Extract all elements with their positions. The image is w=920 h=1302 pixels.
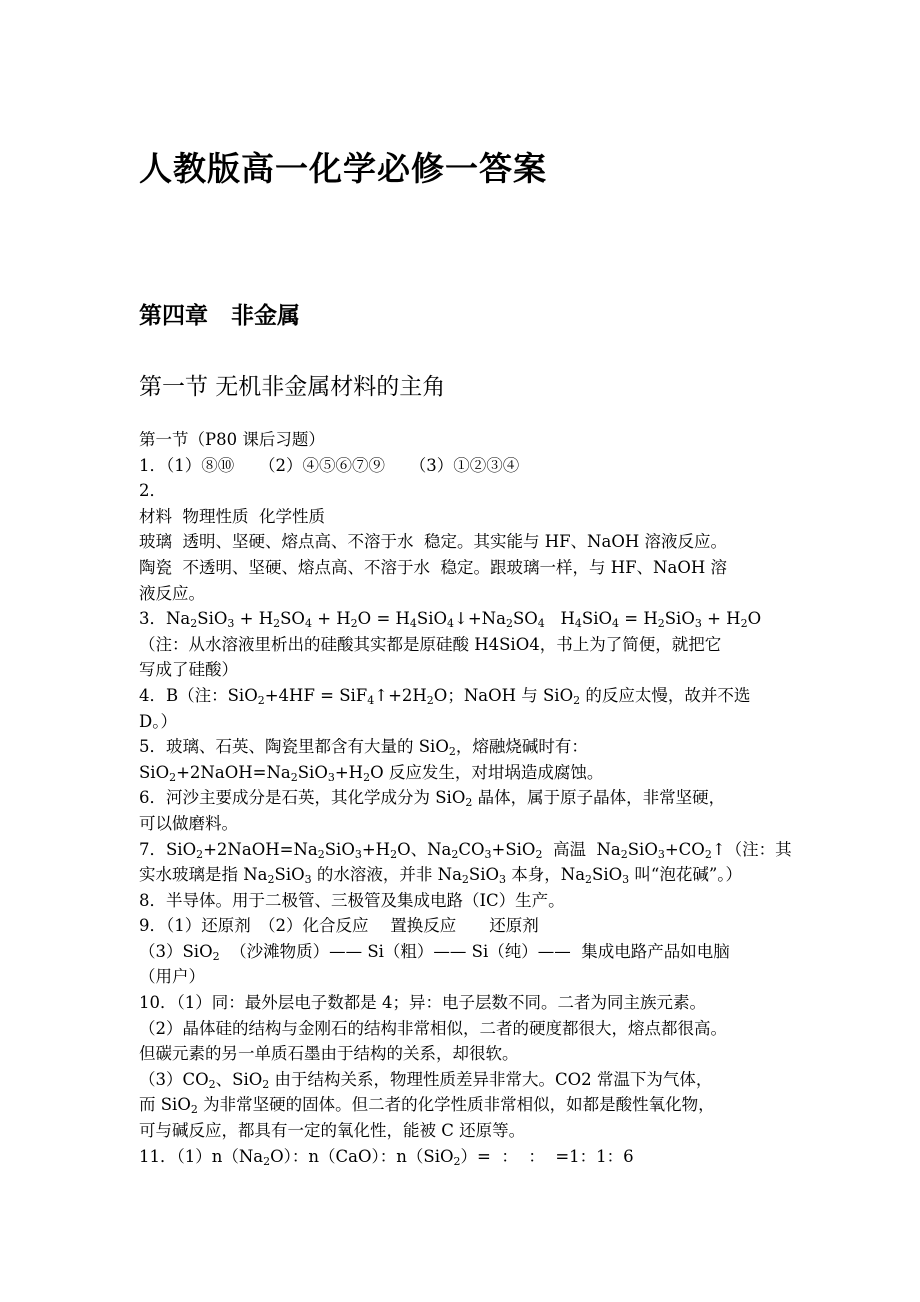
answer-line <box>139 453 799 479</box>
text-run: 实水玻璃是指 Na <box>139 865 268 885</box>
subscript: 2 <box>350 617 358 631</box>
text-run: 2． <box>139 481 166 501</box>
text-run: （2）晶体硅的结构与金刚石的结构非常相似，二者的硬度都很大，熔点都很高。 <box>139 1018 727 1038</box>
answer-line <box>139 632 799 658</box>
text-run: ↑（注：其 <box>711 839 792 859</box>
text-run: 材料 物理性质 化学性质 <box>139 506 325 526</box>
text-run: （3）CO <box>139 1069 209 1089</box>
text-run: O、Na <box>397 839 452 859</box>
answer-line <box>139 1067 799 1093</box>
text-run: +2NaOH=Na <box>176 762 291 782</box>
text-run: O；NaOH 与 SiO <box>433 685 574 705</box>
answer-line <box>139 888 799 914</box>
answer-line <box>139 529 799 555</box>
text-run: SO <box>512 609 538 629</box>
answer-line <box>139 1016 799 1042</box>
text-run: 6．河沙主要成分是石英，其化学成分为 SiO <box>139 788 466 808</box>
text-run: 叫“泡花碱”。） <box>629 865 743 885</box>
text-run: = H <box>619 609 658 629</box>
text-run: 液反应。 <box>139 583 205 603</box>
answer-line <box>139 478 799 504</box>
subscript: 2 <box>535 847 543 861</box>
answer-line <box>139 990 799 1016</box>
text-run: O）：n（CaO）：n（SiO <box>270 1146 454 1166</box>
text-run: （用户） <box>139 967 205 987</box>
text-run: + H <box>701 609 741 629</box>
text-run: +H <box>361 839 391 859</box>
text-run: 的反应太慢，故并不选 <box>580 685 751 705</box>
subscript: 4 <box>409 617 417 631</box>
text-run: 11．（1）n（Na <box>139 1146 264 1166</box>
subscript: 4 <box>447 617 455 631</box>
subscript: 2 <box>262 1077 270 1091</box>
answer-line <box>139 964 799 990</box>
subscript: 2 <box>573 693 581 707</box>
answer-line <box>139 837 799 863</box>
text-run: ↑+2H <box>374 685 427 705</box>
subscript: 2 <box>257 693 265 707</box>
text-run: +CO <box>664 839 705 859</box>
subscript: 4 <box>304 617 312 631</box>
subscript: 2 <box>196 847 204 861</box>
text-run: 7．SiO <box>139 839 197 859</box>
subscript: 4 <box>367 693 375 707</box>
text-run: 1．（1）⑧⑩ （2）④⑤⑥⑦⑨ （3）①②③④ <box>139 455 520 475</box>
text-run: 4．B（注：SiO <box>139 685 258 705</box>
answer-line <box>139 1118 799 1144</box>
document-title: 人教版高一化学必修一答案 <box>139 149 547 188</box>
answer-line <box>139 427 799 453</box>
text-run: SiO <box>581 609 613 629</box>
text-run: 第一节（P80 课后习题） <box>139 430 325 449</box>
chapter-heading: 第四章 非金属 <box>139 303 300 329</box>
text-run: 但碳元素的另一单质石墨由于结构的关系，却很软。 <box>139 1044 519 1064</box>
answer-line <box>139 760 799 786</box>
subscript: 2 <box>465 796 473 810</box>
text-run: + H <box>311 609 351 629</box>
subscript: 2 <box>426 693 434 707</box>
text-run: 的水溶液，并非 Na <box>311 865 462 885</box>
subscript: 2 <box>273 617 281 631</box>
answer-line <box>139 683 799 709</box>
subscript: 3 <box>622 873 630 887</box>
subscript: 4 <box>537 617 545 631</box>
text-run: 可以做磨料。 <box>139 813 238 833</box>
text-run: 为非常坚硬的固体。但二者的化学性质非常相似，如都是酸性氧化物， <box>197 1095 715 1115</box>
subscript: 2 <box>505 617 513 631</box>
text-run: SiO <box>468 865 500 885</box>
text-run: 5．玻璃、石英、陶瓷里都含有大量的 SiO <box>139 737 449 757</box>
answer-line <box>139 1041 799 1067</box>
subscript: 2 <box>585 873 593 887</box>
text-run: +H <box>334 762 364 782</box>
text-run: 玻璃 透明、坚硬、熔点高、不溶于水 稳定。其实能与 HF、NaOH 溶液反应。 <box>139 532 727 552</box>
text-run: O = H <box>357 609 410 629</box>
subscript: 2 <box>212 949 220 963</box>
text-run: H <box>544 609 575 629</box>
subscript: 2 <box>451 847 459 861</box>
subscript: 2 <box>317 847 325 861</box>
text-run: 9．（1）还原剂 （2）化合反应 置换反应 还原剂 <box>139 916 539 936</box>
subscript: 3 <box>227 617 235 631</box>
subscript: 2 <box>740 617 748 631</box>
subscript: 2 <box>620 847 628 861</box>
text-run: + H <box>234 609 274 629</box>
text-run: （3）SiO <box>139 941 213 961</box>
subscript: 2 <box>363 770 371 784</box>
answer-line <box>139 657 799 683</box>
subscript: 3 <box>484 847 492 861</box>
text-run: 陶瓷 不透明、坚硬、熔点高、不溶于水 稳定。跟玻璃一样，与 HF、NaOH 溶 <box>139 557 727 577</box>
text-run: 本身，Na <box>506 865 586 885</box>
text-run: （沙滩物质）—— Si（粗）—— Si（纯）—— 集成电路产品如电脑 <box>219 941 730 961</box>
subscript: 3 <box>657 847 665 861</box>
subscript: 2 <box>390 847 398 861</box>
text-run: SiO <box>664 609 695 629</box>
subscript: 2 <box>208 1077 216 1091</box>
subscript: 2 <box>657 617 665 631</box>
text-run: SiO <box>297 762 328 782</box>
subscript: 2 <box>190 1103 198 1117</box>
subscript: 2 <box>704 847 712 861</box>
text-run: D。） <box>139 711 177 731</box>
text-run: 而 SiO <box>139 1095 191 1115</box>
text-run: O <box>747 609 762 629</box>
text-run: SiO <box>324 839 355 859</box>
text-run: 晶体，属于原子晶体，非常坚硬， <box>472 788 726 808</box>
subscript: 3 <box>304 873 312 887</box>
answer-line <box>139 785 799 811</box>
answer-line <box>139 862 799 888</box>
text-run: （注：从水溶液里析出的硅酸其实都是原硅酸 H4SiO4，书上为了简便，就把它 <box>139 634 722 654</box>
subscript: 2 <box>190 617 198 631</box>
answer-line <box>139 606 799 632</box>
subscript: 2 <box>461 873 469 887</box>
text-run: ）= ： ： =1：1：6 <box>460 1146 634 1166</box>
text-run: 3．Na <box>139 609 191 629</box>
subscript: 3 <box>327 770 335 784</box>
text-run: 8．半导体。用于二极管、三极管及集成电路（IC）生产。 <box>139 890 565 910</box>
subscript: 2 <box>263 1154 271 1168</box>
text-run: SiO <box>197 609 228 629</box>
subscript: 4 <box>612 617 620 631</box>
text-run: ↓+Na <box>454 609 506 629</box>
answer-line <box>139 1092 799 1118</box>
subscript: 2 <box>290 770 298 784</box>
answer-line <box>139 709 799 735</box>
subscript: 2 <box>267 873 275 887</box>
text-run: SiO <box>592 865 623 885</box>
text-run: 由于结构关系，物理性质差异非常大。CO2 常温下为气体， <box>269 1069 713 1089</box>
subscript: 4 <box>574 617 582 631</box>
answer-line <box>139 734 799 760</box>
text-run: 10．（1）同：最外层电子数都是 4；异：电子层数不同。二者为同主族元素。 <box>139 993 706 1013</box>
subscript: 3 <box>499 873 507 887</box>
text-run: CO <box>458 839 485 859</box>
text-run: ，熔融烧碱时有： <box>455 737 588 757</box>
text-run: 、SiO <box>215 1069 263 1089</box>
text-run: SiO <box>627 839 658 859</box>
text-run: 写成了硅酸） <box>139 660 238 680</box>
text-run: 高温 Na <box>542 839 621 859</box>
subscript: 3 <box>354 847 362 861</box>
subscript: 2 <box>169 770 177 784</box>
text-run: SO <box>280 609 305 629</box>
text-run: +2NaOH=Na <box>203 839 318 859</box>
answer-line <box>139 504 799 530</box>
answer-line <box>139 939 799 965</box>
section-heading: 第一节 无机非金属材料的主角 <box>139 374 446 400</box>
text-run: SiO <box>139 762 170 782</box>
text-run: +4HF = SiF <box>264 685 368 705</box>
answer-line <box>139 811 799 837</box>
answer-line <box>139 555 799 581</box>
text-run: SiO <box>416 609 448 629</box>
answer-body <box>139 427 799 1169</box>
subscript: 2 <box>453 1154 461 1168</box>
answer-line <box>139 581 799 607</box>
subscript: 2 <box>448 745 456 759</box>
text-run: +SiO <box>491 839 536 859</box>
answer-line <box>139 913 799 939</box>
answer-line <box>139 1144 799 1170</box>
text-run: SiO <box>274 865 305 885</box>
subscript: 3 <box>694 617 702 631</box>
text-run: O 反应发生，对坩埚造成腐蚀。 <box>370 762 604 782</box>
text-run: 可与碱反应，都具有一定的氧化性，能被 C 还原等。 <box>139 1121 526 1141</box>
